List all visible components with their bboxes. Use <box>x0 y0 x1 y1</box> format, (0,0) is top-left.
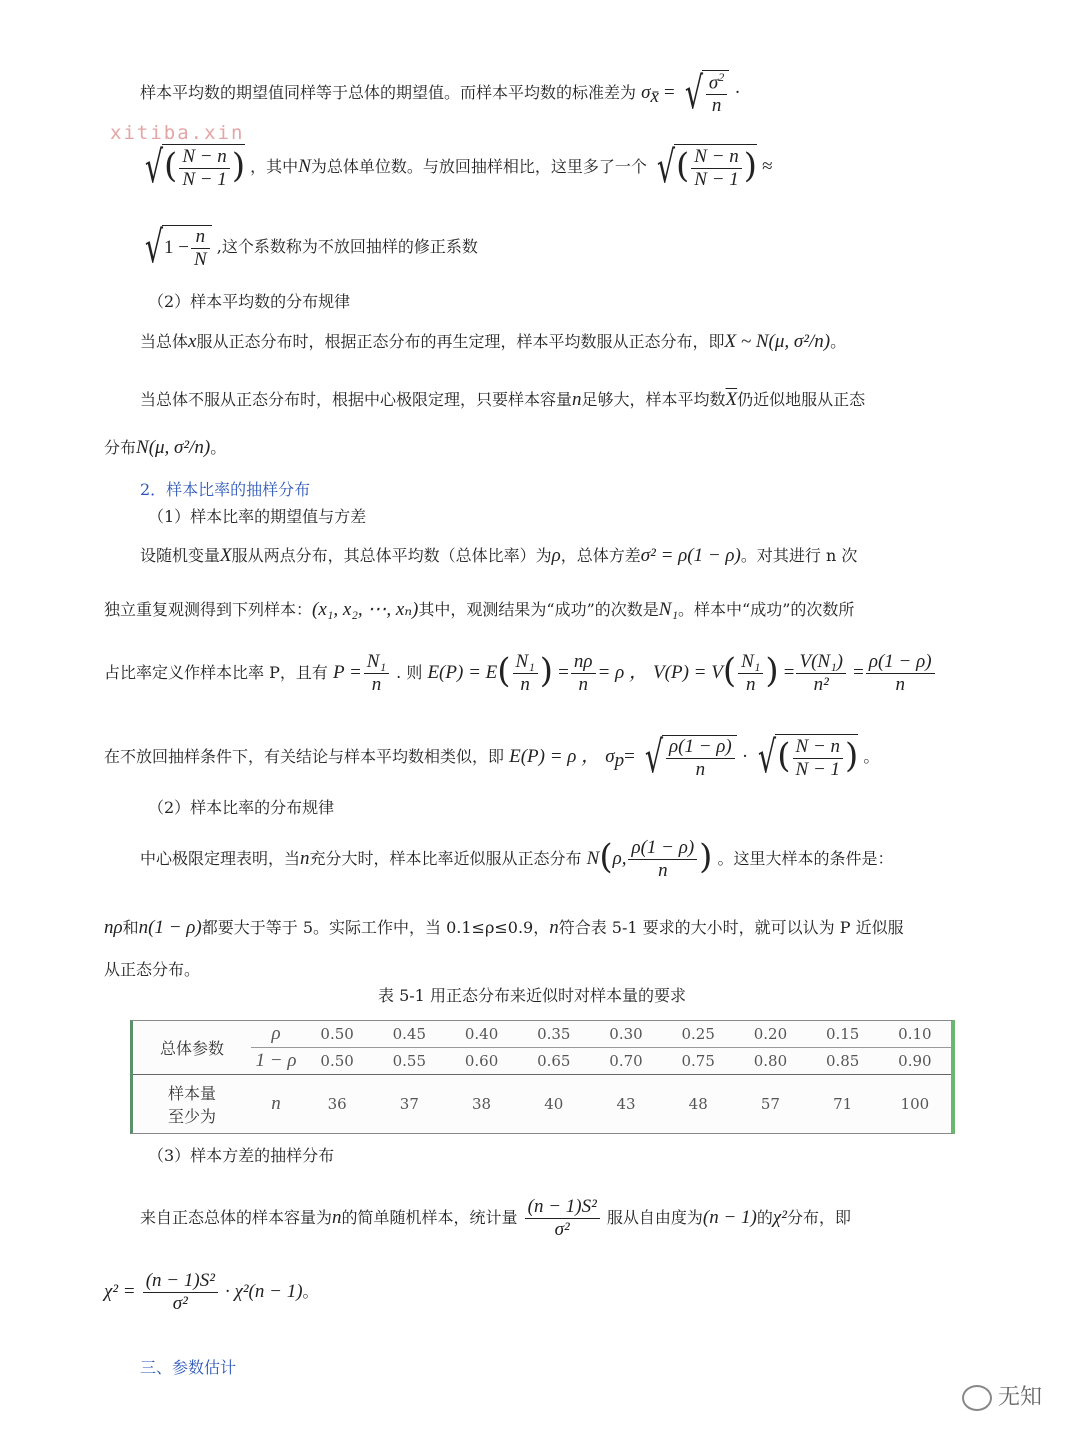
table-cell: 43 <box>616 1095 636 1113</box>
paragraph-clt: 当总体不服从正态分布时，根据中心极限定理，只要样本容量n足够大，样本平均数$\overline{X}$仍近似地服从正态 <box>140 389 866 410</box>
table-cell: 0.50 <box>301 1048 373 1075</box>
table-cell: 0.35 <box>518 1021 590 1048</box>
heading-proportion-distribution: （2）样本比率的分布规律 <box>148 798 335 817</box>
paragraph-without-replacement: 在不放回抽样条件下，有关结论与样本平均数相类似，即 E(P) = ρ ， $\sigma_p=$ √ $\frac{\rho(1 - \rho)}{n}$ · √( $\frac{N - n}{N - 1}$ ) 。 <box>104 732 880 783</box>
table-header-population-param: 总体参数 <box>133 1021 251 1075</box>
table-cell: 0.80 <box>734 1048 806 1075</box>
sqrt-sigma-over-n: √ $\frac{\sigma^2}{n}$ <box>680 66 729 121</box>
sqrt-fpc: √( $\frac{N - n}{N - 1}$ ) <box>144 142 246 193</box>
sqrt-proportion-variance: √ $\frac{\rho(1 - \rho)}{n}$ <box>640 730 737 785</box>
heading-proportion-expectation: （1）样本比率的期望值与方差 <box>148 507 367 526</box>
table-row-n <box>133 1075 951 1134</box>
table-label-rho: ρ <box>251 1021 301 1048</box>
table-cell: 0.10 <box>879 1021 951 1048</box>
table-cell: 0.90 <box>879 1048 951 1075</box>
paragraph-clt-cont: 分布N(μ, σ²/n)。 <box>104 437 227 458</box>
paragraph-normal: 从正态分布。 <box>104 960 201 979</box>
formula-chi-square: χ² = $\frac{\text{(n − 1)S²}}{\text{σ²}}$ · χ²(n − 1)。 <box>104 1270 319 1314</box>
paragraph-chi-square: 来自正态总体的样本容量为n的简单随机样本，统计量 $\frac{\text{(n − 1)S²}}{\text{σ²}}$ 服从自由度为(n − 1)的χ²分布，即 <box>140 1196 851 1240</box>
wechat-icon <box>962 1385 992 1411</box>
table-cell: 0.20 <box>734 1021 806 1048</box>
paragraph-two-point: 设随机变量X服从两点分布，其总体平均数（总体比率）为ρ，总体方差σ² = ρ(1 − ρ)。对其进行 n 次 <box>140 545 858 566</box>
paragraph-fpc: √( $\frac{N - n}{N - 1}$ ) ，其中N为总体单位数。与放回抽样相比，这里多了一个 √( $\frac{N - n}{N - 1}$ ) ≈ <box>140 140 773 195</box>
table-cell: 0.75 <box>662 1048 734 1075</box>
table-cell: 36 <box>327 1095 347 1113</box>
paragraph-normal-population: 当总体x服从正态分布时，根据正态分布的再生定理，样本平均数服从正态分布，即X ~ N(μ, σ²/n)。 <box>140 331 847 352</box>
watermark: xitiba.xin <box>110 122 245 144</box>
table-cell: 0.65 <box>518 1048 590 1075</box>
heading-mean-distribution: （2）样本平均数的分布规律 <box>148 292 351 311</box>
table-cell: 0.30 <box>590 1021 662 1048</box>
paragraph-clt-proportion: 中心极限定理表明，当n充分大时，样本比率近似服从正态分布 N(ρ, $\frac{\rho(1 - \rho)}{n}$ ) 。这里大样本的条件是： <box>140 837 894 881</box>
sqrt-fpc-3: √( $\frac{N - n}{N - 1}$ ) <box>758 732 859 783</box>
section-title-parameter-estimation: 三、参数估计 <box>140 1358 237 1377</box>
paragraph-proportion-def: 占比率定义作样本比率 P，且有 P = $\frac{\text{N₁}}{n}$ . 则 E(P) = E( $\frac{\text{N₁}}{n}$ ) = $\frac{n\rho}{n}$ = ρ ， V(P) = V( $\frac{\text{N₁}}{n}$ ) = $\frac{\text{V(N₁)}}{\text{n²}}$ = $\frac{\rho(1 - \rho)}{n}$ <box>104 650 937 696</box>
table-cell: 100 <box>900 1095 930 1113</box>
paragraph-std-error: 样本平均数的期望值同样等于总体的期望值。而样本平均数的标准差为 $\sigma_{x̄}$ = √ $\frac{\sigma^2}{n}$ · <box>140 68 741 119</box>
table-cell: 40 <box>544 1095 564 1113</box>
table-row-rho <box>133 1021 951 1048</box>
table-cell: 0.50 <box>301 1021 373 1048</box>
table-cell: 37 <box>399 1095 419 1113</box>
table-cell: 57 <box>760 1095 780 1113</box>
heading-variance-distribution: （3）样本方差的抽样分布 <box>148 1146 335 1165</box>
table-header-min-sample: 样本量 至少为 <box>167 1084 216 1126</box>
table-cell: 0.60 <box>445 1048 517 1075</box>
paragraph-correction: √1 − $\frac{n}{N}$ ,这个系数称为不放回抽样的修正系数 <box>140 220 478 275</box>
table-cell: 0.45 <box>373 1021 445 1048</box>
table-cell: 48 <box>688 1095 708 1113</box>
table-cell: 38 <box>472 1095 492 1113</box>
table-cell: 0.85 <box>807 1048 879 1075</box>
table-cell: 0.70 <box>590 1048 662 1075</box>
paragraph-large-sample: nρ和n(1 − ρ)都要大于等于 5。实际工作中，当 0.1≤ρ≤0.9，n符合表 5-1 要求的大小时，就可以认为 P 近似服 <box>104 917 904 938</box>
wechat-watermark: 无知 <box>962 1380 1042 1411</box>
sample-size-table <box>130 1020 955 1134</box>
table-row-one-minus-rho <box>133 1048 951 1075</box>
table-cell: 71 <box>833 1095 853 1113</box>
paragraph-sample: 独立重复观测得到下列样本：(x₁, x₂, ⋯, xₙ)其中，观测结果为“成功”的次数是N₁。样本中“成功”的次数所 <box>104 599 855 620</box>
table-label-n: n <box>271 1093 281 1114</box>
sqrt-one-minus-n-over-N: √1 − $\frac{n}{N}$ <box>140 220 212 275</box>
table-caption: 表 5-1 用正态分布来近似时对样本量的要求 <box>378 986 686 1005</box>
table-cell: 0.15 <box>807 1021 879 1048</box>
table-cell: 0.25 <box>662 1021 734 1048</box>
table-label-one-minus-rho: 1 − ρ <box>251 1048 301 1075</box>
table-cell: 0.55 <box>373 1048 445 1075</box>
section-title-sample-proportion: 2．样本比率的抽样分布 <box>140 480 311 499</box>
table-cell: 0.40 <box>445 1021 517 1048</box>
sqrt-fpc-2: √( $\frac{N - n}{N - 1}$ ) <box>656 142 758 193</box>
